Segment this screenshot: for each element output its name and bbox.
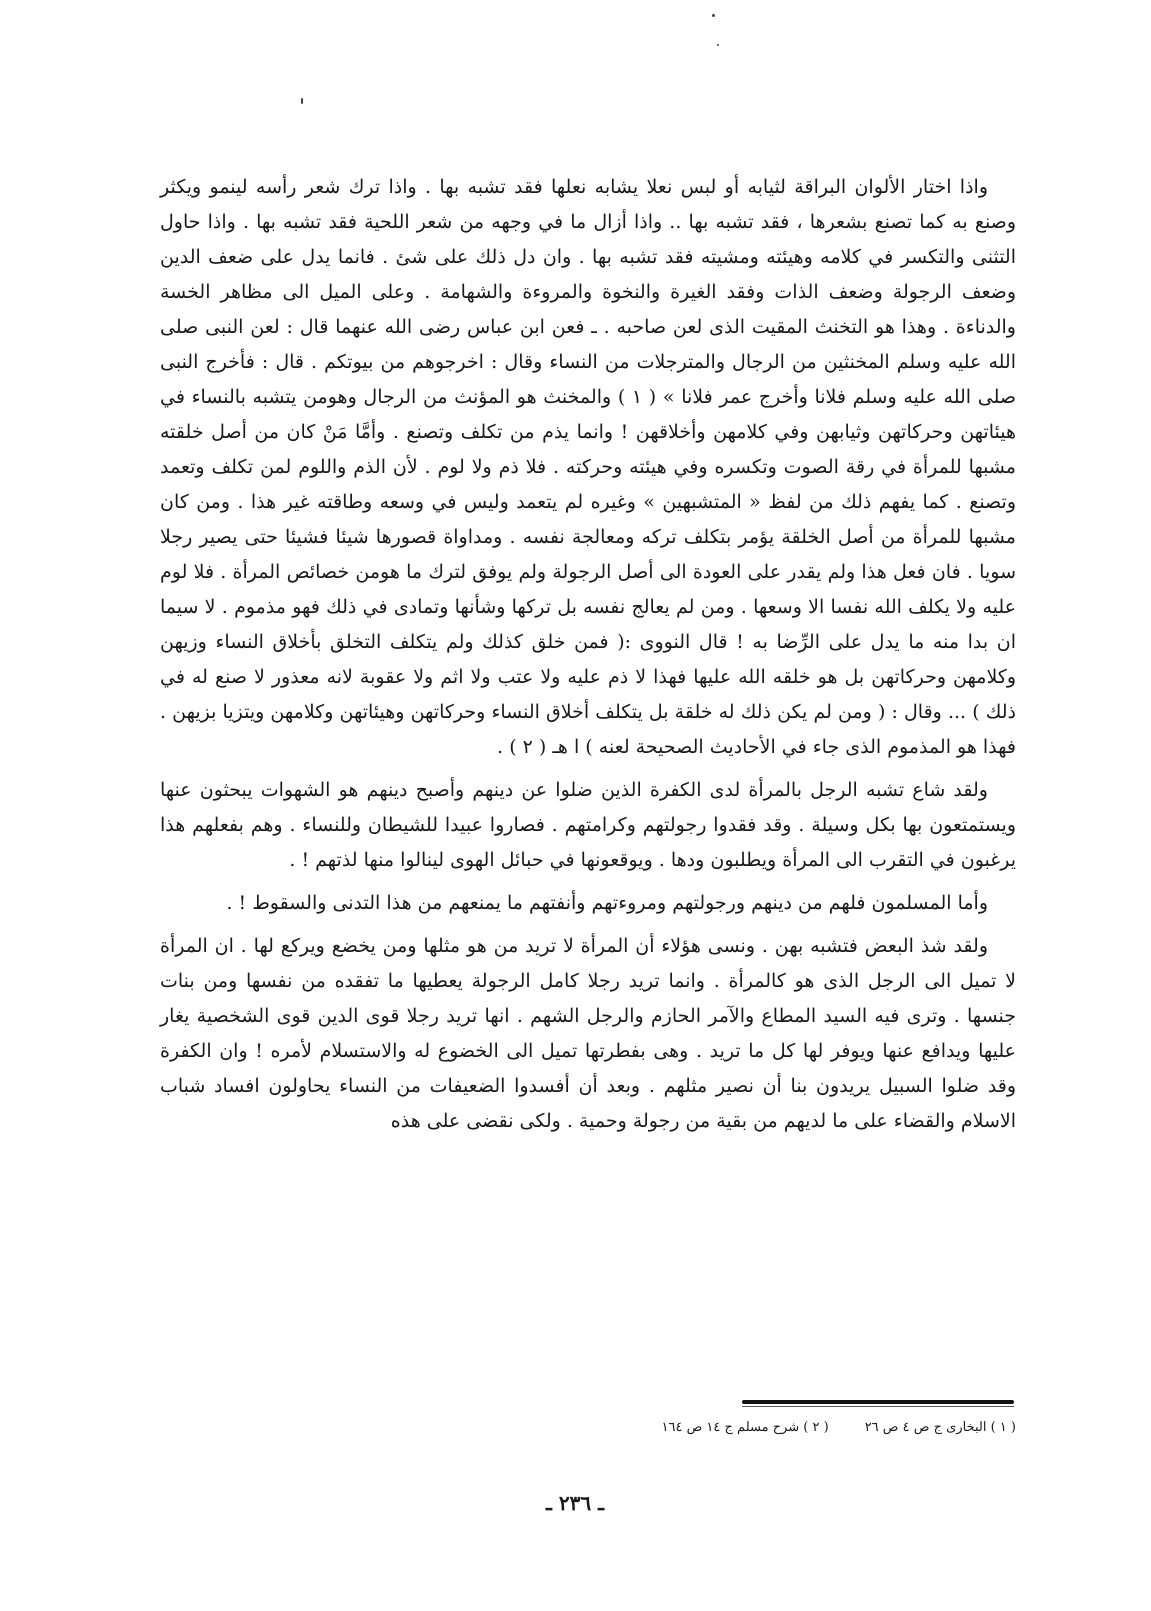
scan-speck <box>301 98 303 104</box>
scan-speck <box>712 14 715 17</box>
paragraph-3: وأما المسلمون فلهم من دينهم ورجولتهم ومروءتهم وأنفتهم ما يمنعهم من هذا التدنى والسقوط ! . <box>226 892 988 914</box>
paragraph-1: واذا اختار الألوان البراقة لثيابه أو لبس نعلا يشابه نعلها فقد تشبه بها . واذا ترك شعر رأسه لينمو ويكثر وصنع به كما تصنع بشعرها ، فقد تشبه بها .. واذا أزال ما في وجهه من شعر اللحية فقد تشبه بها . واذا حاول التثنى والتكسر في كلامه وهيئته ومشيته فقد تشبه بها . وان دل ذلك على شئ . فانما يدل على ضعف الدين وضعف الرجولة وضعف الذات وفقد الغيرة والنخوة والمروءة والشهامة . وعلى الميل الى مظاهر الخسة والدناءة . وهذا هو التخنث المقيت الذى لعن صاحبه . ـ فعن ابن عباس رضى الله عنهما قال : لعن النبى صلى الله عليه وسلم المخنثين من الرجال والمترجلات من النساء وقال : اخرجوهم من بيوتكم . قال : فأخرج النبى صلى الله عليه وسلم فلانا وأخرج عمر فلانا » ( ١ ) والمخنث هو المؤنث من الرجال وهومن يتشبه بالنساء في هيئاتهن وحركاتهن وثيابهن وفي كلامهن وأخلاقهن ! وانما يذم من تكلف وتصنع . وأمَّا مَنْ كان من أصل خلقته مشبها للمرأة في رقة الصوت وتكسره وفي هيئته وحركته . فلا ذم ولا لوم . لأن الذم واللوم لمن تكلف وتعمد وتصنع . كما يفهم ذلك من لفظ « المتشبهين » وغيره لم يتعمد وليس في وسعه وطاقته غير هذا . ومن كان مشبها للمرأة من أصل الخلقة يؤمر بتكلف تركه ومعالجة نفسه . ومداواة قصورها شيئا فشيئا حتى يصير رجلا سويا . فان فعل هذا ولم يقدر على العودة الى أصل الرجولة ولم يوفق لترك ما هومن خصائص المرأة . فلا لوم عليه ولا يكلف الله نفسا الا وسعها . ومن لم يعالج نفسه بل تركها وشأنها وتمادى في ذلك فهو مذموم . لا سيما ان بدا منه ما يدل على الرِّضا به ! قال النووى :( فمن خلق كذلك ولم يتكلف التخلق بأخلاق النساء وزيهن وكلامهن وحركاتهن بل هو خلقه الله عليها فهذا لا ذم عليه ولا عتب ولا اثم ولا عقوبة لانه معذور لا صنع له في ذلك ) ... وقال : ( ومن لم يكن ذلك له خلقة بل يتكلف أخلاق النساء وحركاتهن وهيئاتهن وكلامهن ويتزيا بزيهن . فهذا هو المذموم الذى جاء في الأحاديث الصحيحة لعنه ) ا هـ ( ٢ ) . <box>160 176 1017 758</box>
footnote-1: ( ١ ) البخارى ج ص ٤ ص ٢٦ <box>864 1420 1016 1435</box>
footnote-separator <box>742 1400 1014 1404</box>
footnote-2: ( ٢ ) شرح مسلم ج ١٤ ص ١٦٤ <box>661 1420 829 1435</box>
footnotes <box>560 1418 1016 1438</box>
body-text <box>160 170 1016 1139</box>
footnote-separator-thin <box>742 1406 1014 1407</box>
scan-speck <box>717 44 719 46</box>
page-number: ـ ٢٣٦ ـ <box>546 1491 604 1515</box>
paragraph-2: ولقد شاع تشبه الرجل بالمرأة لدى الكفرة الذين ضلوا عن دينهم وأصبح دينهم هو الشهوات يبحثون عنها ويستمتعون بها بكل وسيلة . وقد فقدوا رجولتهم وكرامتهم . فصاروا عبيدا للشيطان وللنساء . وهم بفعلهم هذا يرغبون في التقرب الى المرأة ويطلبون ودها . ويوقعونها في حبائل الهوى لينالوا منها لذتهم ! . <box>160 779 1016 871</box>
paragraph-4: ولقد شذ البعض فتشبه بهن . ونسى هؤلاء أن المرأة لا تريد من هو مثلها ومن يخضع ويركع لها . ان المرأة لا تميل الى الرجل الذى هو كالمرأة . وانما تريد رجلا كامل الرجولة يعطيها ما تفقده من نفسها ومن بنات جنسها . وترى فيه السيد المطاع والآمر الحازم والرجل الشهم . انها تريد رجلا قوى الدين قوى الشخصية يغار عليها ويدافع عنها ويوفر لها كل ما تريد . وهى بفطرتها تميل الى الخضوع له والاستسلام لأمره ! وان الكفرة وقد ضلوا السبيل يريدون بنا أن نصير مثلهم . وبعد أن أفسدوا الضعيفات من النساء يحاولون افساد شباب الاسلام والقضاء على ما لديهم من بقية من رجولة وحمية . ولكى نقضى على هذه <box>160 935 1016 1132</box>
